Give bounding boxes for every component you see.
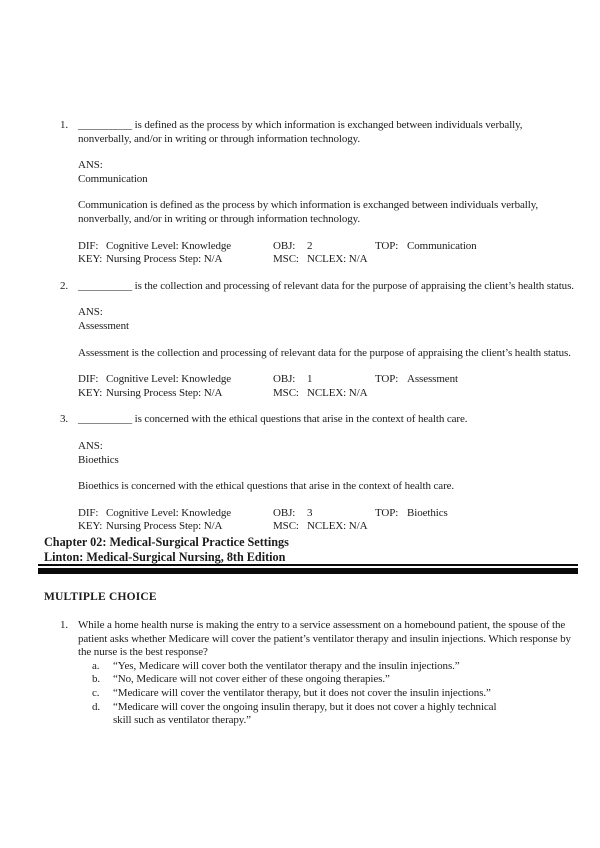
key-value: Nursing Process Step: N/A [106,386,223,399]
mc-question [44,619,575,728]
answer-label: ANS: [78,439,103,452]
divider-thin [38,564,578,566]
option-letter: a. [92,659,100,672]
msc-label: MSC: [273,253,299,266]
obj-value: 1 [307,373,313,386]
mc-option [78,673,575,687]
option-letter: d. [92,700,101,713]
completion-question [44,280,575,401]
section-heading-multiple-choice: MULTIPLE CHOICE [44,591,157,604]
top-value: Assessment [407,373,458,386]
mc-option [78,701,575,728]
option-text: “Medicare will cover the ventilator therapy, but it does not cover the insulin injections.” [113,687,491,700]
msc-value: NCLEX: N/A [307,520,368,533]
question-meta [78,373,575,400]
obj-label: OBJ: [273,506,296,519]
obj-value: 3 [307,506,313,519]
question-stem: __________ is the collection and processing of relevant data for the purpose of appraising the client’s health status. [78,279,574,292]
dif-label: DIF: [78,373,99,386]
top-label: TOP: [375,506,399,519]
book-title: Linton: Medical-Surgical Nursing, 8th Edition [44,549,286,564]
rationale-text: Assessment is the collection and processing of relevant data for the purpose of appraising the client’s health status. [78,346,571,359]
question-number: 1. [60,619,69,632]
question-number: 1. [60,119,69,131]
answer-label: ANS: [78,306,103,319]
dif-label: DIF: [78,506,99,519]
key-value: Nursing Process Step: N/A [106,253,223,266]
key-label: KEY: [78,253,103,266]
option-letter: b. [92,673,101,686]
top-value: Communication [407,239,477,252]
msc-label: MSC: [273,386,299,399]
option-text: “No, Medicare will not cover either of these ongoing therapies.” [113,673,390,686]
top-label: TOP: [375,239,399,252]
top-value: Bioethics [407,506,448,519]
question-number: 2. [60,279,69,292]
question-meta [78,240,575,267]
obj-label: OBJ: [273,373,296,386]
top-label: TOP: [375,373,399,386]
question-meta [78,507,575,534]
completion-question [44,413,575,534]
msc-value: NCLEX: N/A [307,386,368,399]
answer-text: Bioethics [78,453,119,466]
chapter-header [44,535,575,565]
answer-text: Assessment [78,319,129,332]
question-stem: While a home health nurse is making the entry to a service assessment on a homebound patient, the spouse of the patient asks whether Medicare will cover the patient’s ventilator therapy and insulin injections. Which response by the nurse is the best response? [78,619,571,659]
msc-label: MSC: [273,520,299,533]
mc-option [78,687,575,701]
option-text: “Yes, Medicare will cover both the ventilator therapy and the insulin injections.” [113,659,460,672]
option-letter: c. [92,687,100,700]
dif-value: Cognitive Level: Knowledge [106,506,232,519]
key-value: Nursing Process Step: N/A [106,520,223,533]
answer-label: ANS: [78,159,103,172]
completion-question [44,119,575,267]
obj-value: 2 [307,239,313,252]
divider-thick [38,568,578,574]
obj-label: OBJ: [273,239,296,252]
answer-text: Communication [78,172,148,185]
dif-value: Cognitive Level: Knowledge [106,373,232,386]
rationale-text: Communication is defined as the process by which information is exchanged between individuals verbally, nonverbally, and/or in writing or through information technology. [78,199,539,225]
chapter-title: Chapter 02: Medical-Surgical Practice Settings [44,534,289,549]
key-label: KEY: [78,386,103,399]
key-label: KEY: [78,520,103,533]
question-number: 3. [60,413,69,426]
dif-label: DIF: [78,239,99,252]
question-stem: __________ is defined as the process by which information is exchanged between individuals verbally, nonverbally, and/or in writing or through information technology. [78,119,523,145]
question-stem: __________ is concerned with the ethical questions that arise in the context of health care. [78,413,468,426]
completion-section [44,119,575,534]
rationale-text: Bioethics is concerned with the ethical questions that arise in the context of health care. [78,480,455,493]
mc-option [78,660,575,674]
msc-value: NCLEX: N/A [307,253,368,266]
option-text: “Medicare will cover the ongoing insulin therapy, but it does not cover a highly technical skill such as ventilator therapy.” [113,700,497,727]
dif-value: Cognitive Level: Knowledge [106,239,232,252]
